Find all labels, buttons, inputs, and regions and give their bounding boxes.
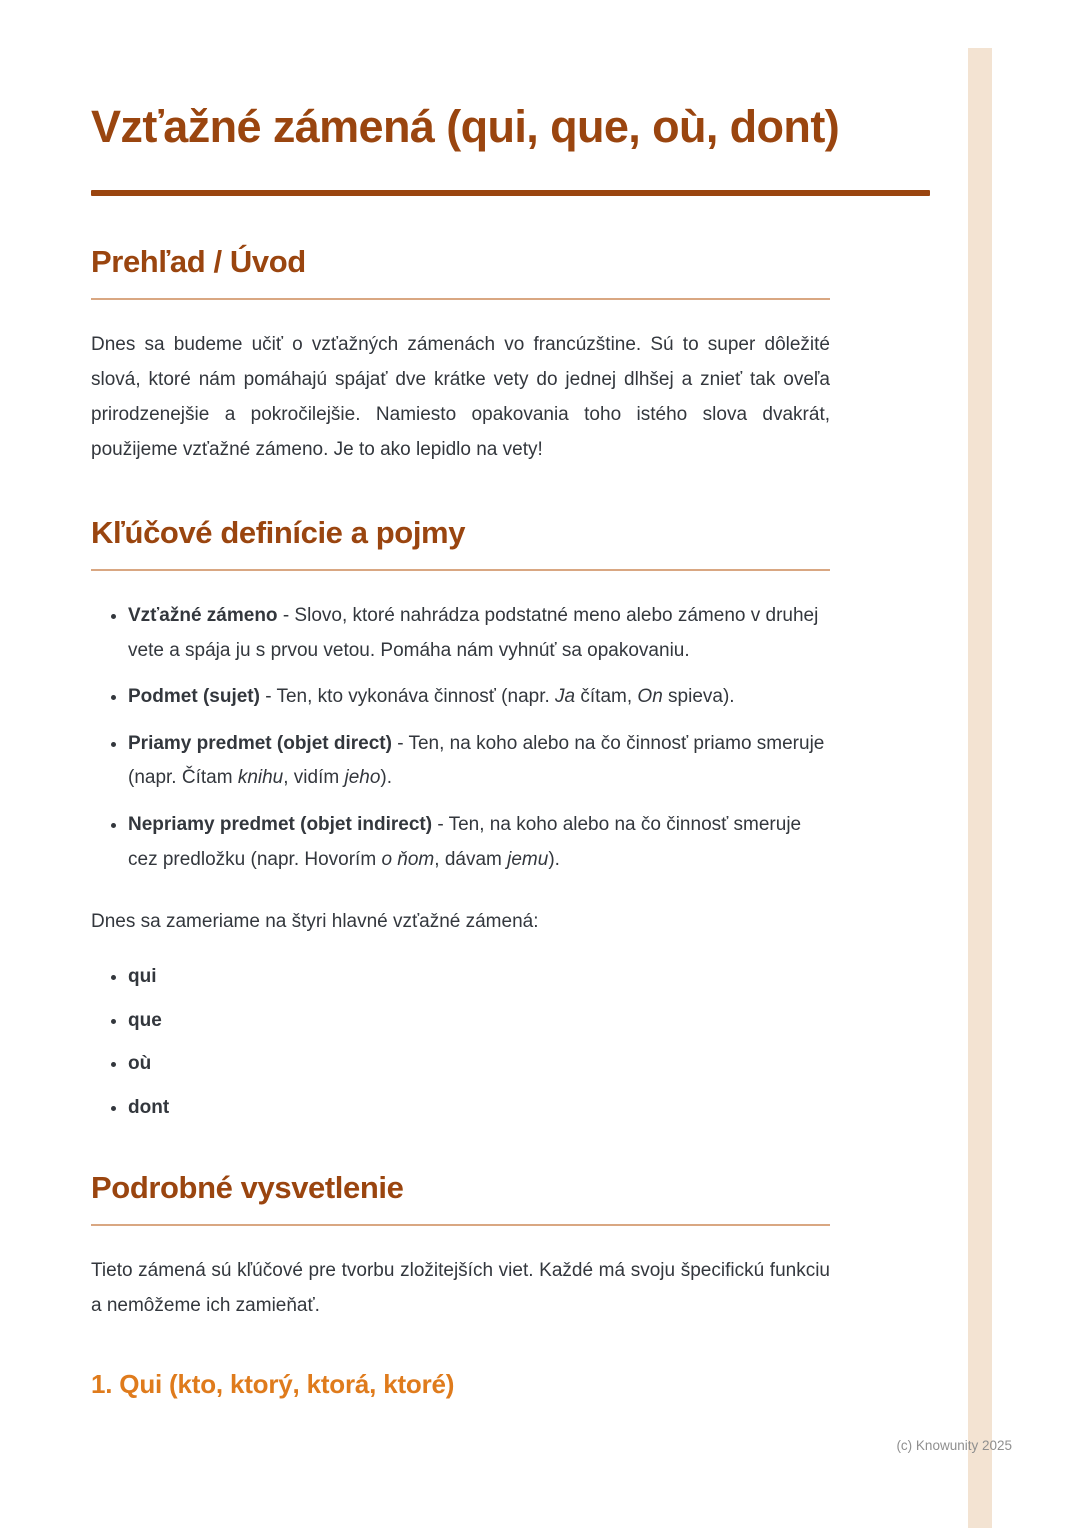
list-item: • Priamy predmet (objet direct) - Ten, na koho alebo na čo činnosť priamo smeruje (napr. Čítam knihu, vidím jeho).	[128, 727, 830, 796]
focus-paragraph: Dnes sa zameriame na štyri hlavné vzťažné zámená:	[91, 911, 539, 933]
list-item: • dont	[128, 1094, 830, 1122]
title-divider	[91, 190, 930, 196]
section-divider	[91, 569, 830, 571]
copyright-footer: (c) Knowunity 2025	[896, 1438, 1012, 1453]
section-heading-explanation: Podrobné vysvetlenie	[91, 1169, 404, 1205]
section-heading-definitions: Kľúčové definície a pojmy	[91, 515, 466, 551]
list-item: • Nepriamy predmet (objet indirect) - Ten, na koho alebo na čo činnosť smeruje cez predložku (napr. Hovorím o ňom, dávam jemu).	[128, 808, 830, 877]
explanation-paragraph: Tieto zámená sú kľúčové pre tvorbu zložitejších viet. Každé má svoju špecifickú funkciu a nemôžeme ich zamieňať.	[91, 1259, 830, 1316]
list-item: • Vzťažné zámeno - Slovo, ktoré nahrádza podstatné meno alebo zámeno v druhej vete a spája ju s prvou vetou. Pomáha nám vyhnúť sa opakovaniu.	[128, 599, 830, 668]
section-divider	[91, 1224, 830, 1226]
text-column	[91, 244, 830, 1400]
list-item: • Podmet (sujet) - Ten, kto vykonáva činnosť (napr. Ja čítam, On spieva).	[128, 680, 830, 715]
list-item: • que	[128, 1007, 830, 1035]
overview-paragraph: Dnes sa budeme učiť o vzťažných zámenách vo francúzštine. Sú to super dôležité slová, ktoré nám pomáhajú spájať dve krátke vety do jednej dlhšej a znieť tak oveľa prirodzenejšie a pokročilejšie. Namiesto opakovania toho istého slova dvakrát, použijeme vzťažné zámeno. Je to ako lepidlo na vety!	[91, 333, 830, 461]
definitions-list	[91, 599, 830, 877]
section-heading-overview: Prehľad / Úvod	[91, 243, 306, 279]
list-item: • où	[128, 1050, 830, 1078]
section-divider	[91, 298, 830, 300]
pronouns-list	[91, 963, 830, 1121]
page-title: Vzťažné zámená (qui, que, où, dont)	[91, 101, 840, 152]
list-item: • qui	[128, 963, 830, 991]
subsection-heading-qui: 1. Qui (kto, ktorý, ktorá, ktoré)	[91, 1368, 455, 1399]
